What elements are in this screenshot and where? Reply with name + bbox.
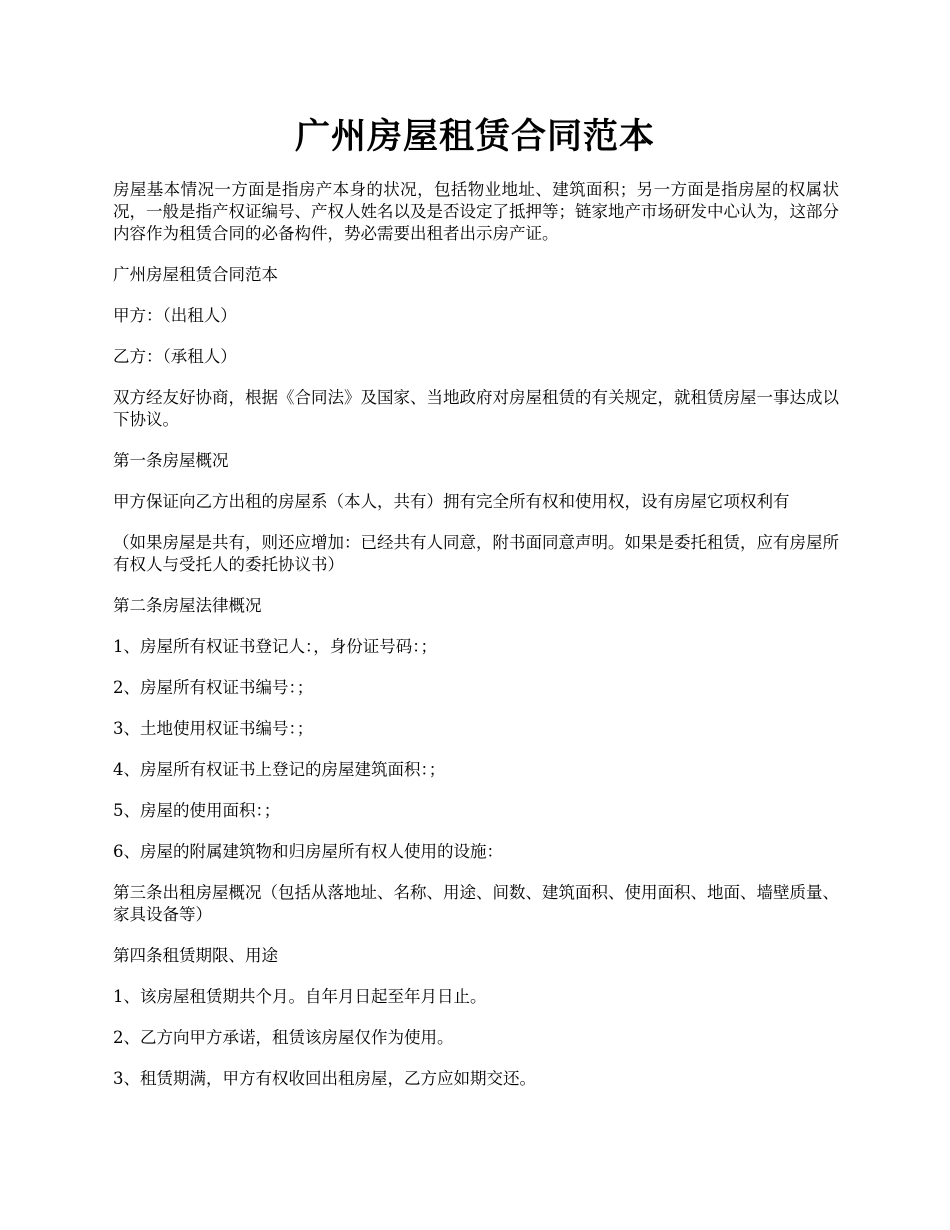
article-1-note: （如果房屋是共有，则还应增加：已经共有人同意，附书面同意声明。如果是委托租赁，应有房屋所有权人与受托人的委托协议书） [113,533,839,574]
article-3-heading: 第三条出租房屋概况（包括从落地址、名称、用途、间数、建筑面积、使用面积、地面、墙壁质量、家具设备等） [113,883,839,924]
agreement-preamble: 双方经友好协商，根据《合同法》及国家、当地政府对房屋租赁的有关规定，就租赁房屋一事达成以下协议。 [113,388,839,429]
document-body [113,179,839,1109]
article-2-item-3: 3、土地使用权证书编号：； [113,719,314,738]
intro-paragraph: 房屋基本情况一方面是指房产本身的状况，包括物业地址、建筑面积；另一方面是指房屋的权属状况，一般是指产权证编号、产权人姓名以及是否设定了抵押等；链家地产市场研发中心认为，这部分内容作为租赁合同的必备构件，势必需要出租者出示房产证。 [113,180,839,243]
article-2-item-1: 1、房屋所有权证书登记人：，身份证号码：； [113,637,437,656]
article-1-heading: 第一条房屋概况 [113,451,229,470]
article-4-item-3: 3、租赁期满，甲方有权收回出租房屋，乙方应如期交还。 [113,1069,536,1088]
article-2-heading: 第二条房屋法律概况 [113,596,262,615]
party-b-line: 乙方：（承租人） [113,347,237,366]
article-4-heading: 第四条租赁期限、用途 [113,946,278,965]
document-title: 广州房屋租赁合同范本 [294,116,655,157]
article-1-text: 甲方保证向乙方出租的房屋系（本人，共有）拥有完全所有权和使用权，设有房屋它项权利有 [113,492,790,511]
article-2-item-4: 4、房屋所有权证书上登记的房屋建筑面积：； [113,760,446,779]
article-4-item-2: 2、乙方向甲方承诺，租赁该房屋仅作为使用。 [113,1028,454,1047]
article-2-item-5: 5、房屋的使用面积：； [113,801,281,820]
article-2-item-2: 2、房屋所有权证书编号：； [113,678,314,697]
party-a-line: 甲方：（出租人） [113,306,237,325]
article-4-item-1: 1、该房屋租赁期共个月。自年月日起至年月日止。 [113,987,487,1006]
article-2-item-6: 6、房屋的附属建筑物和归房屋所有权人使用的设施： [113,842,503,861]
contract-heading: 广州房屋租赁合同范本 [113,265,278,284]
